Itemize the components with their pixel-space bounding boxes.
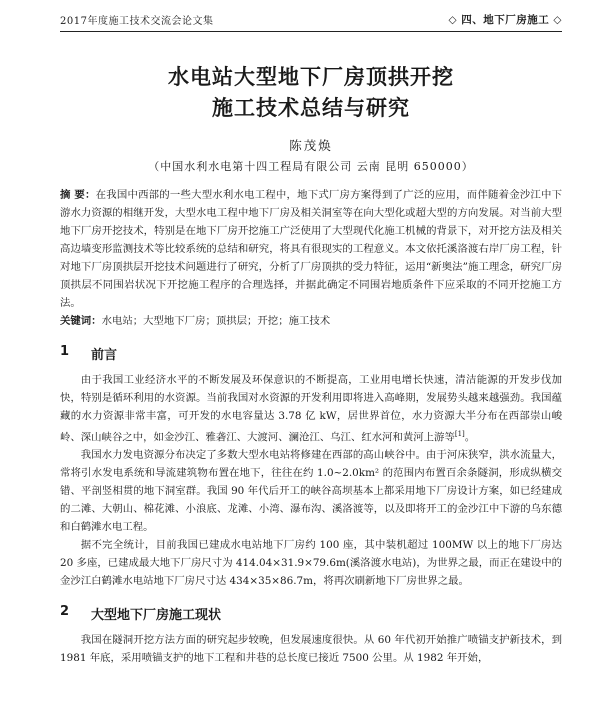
abstract (60, 186, 562, 312)
section-number: 2 (60, 604, 70, 620)
paper-title-line-1: 水电站大型地下厂房顶拱开挖 (168, 65, 454, 89)
author-affiliation: （中国水利水电第十四工程局有限公司 云南 昆明 650000） (148, 160, 474, 173)
paper-title-line-2: 施工技术总结与研究 (212, 96, 410, 120)
header-section-label: ◇ 四、地下厂房施工 ◇ (448, 14, 562, 26)
body-paragraph: 我国水力发电资源分布决定了多数大型水电站将修建在西部的高山峡谷中。由于河床狭窄，洪水流量大，常将引水发电系统和导流建筑物布置在地下，往往在约 1.0~2.0km² 的范围内布置百余条隧洞，形成纵横交错、平剖竖相贯的地下洞室群。我国 90 年代后开工的峡谷高坝基本上都采用地下厂房设计方案，如已经建成的二滩、大朝山、棉花滩、小浪底、龙滩、小湾、瀑布沟、溪洛渡等，以及即将开工的金沙江中下游的乌东德和白鹤滩水电工程。 (60, 449, 562, 534)
keywords-text: 水电站；大型地下厂房；顶拱层；开挖；施工技术 (101, 315, 331, 327)
section-number: 1 (60, 344, 70, 359)
author-name: 陈茂焕 (289, 138, 333, 153)
body-paragraph: 据不完全统计，目前我国已建成水电站地下厂房约 100 座，其中装机超过 100MW 以上的地下厂房达 20 多座，已建成最大地下厂房尺寸为 414.04×31.9×79.6m(溪洛渡水电站)，为世界之最，而正在建设中的金沙江白鹤滩水电站地下厂房尺寸达 434×35×86.7m，将再次刷新地下厂房世界之最。 (60, 539, 562, 588)
running-header (60, 0, 562, 32)
section-heading-1 (60, 344, 562, 363)
header-proceedings-title: 2017年度施工技术交流会论文集 (60, 16, 214, 27)
abstract-label: 摘 要： (60, 189, 96, 201)
body-paragraph: 我国在隧洞开挖方法方面的研究起步较晚，但发展速度很快。从 60 年代初开始推广喷锚支护新技术，到 1981 年底，采用喷锚支护的地下工程和井巷的总长度已接近 7500 公里。从 1982 年开始， (60, 634, 562, 665)
section-title: 大型地下厂房施工现状 (91, 608, 222, 624)
keywords (60, 312, 562, 330)
abstract-text: 在我国中西部的一些大型水利水电工程中，地下式厂房方案得到了广泛的应用，而伴随着金沙江中下游水力资源的相继开发，大型水电工程中地下厂房及相关洞室等在向大型化或超大型的方向发展。对当前大型地下厂房开挖技术，特别是在地下厂房开挖施工广泛使用了大型现代化施工机械的背景下，对开挖方法及相关高边墙变形监测技术等比较系统的总结和研究，将具有很现实的工程意义。本文依托溪洛渡右岸厂房工程，针对地下厂房顶拱层开挖技术问题进行了研究，分析了厂房顶拱的受力特征，运用“新奥法”施工理念，研究厂房顶拱层不同围岩状况下开挖施工程序的合理选择，并据此确定不同围岩地质条件下应采取的不同开挖施工方法。 (60, 189, 563, 309)
section-heading-2 (60, 604, 562, 623)
citation-ref: [1] (454, 430, 465, 438)
body-paragraph: 由于我国工业经济水平的不断发展及环保意识的不断提高，工业用电增长快速，清洁能源的开发步伐加快，特别是循环利用的水资源。当前我国对水资源的开发利用即将进入高峰期，发展势头越来越强劲。我国蕴藏的水力资源非常丰富，可开发的水电容量达 3.78 亿 kW，居世界首位，水力资源大半分布在西部崇山峻岭、深山峡谷之中，如金沙江、雅砻江、大渡河、澜沧江、乌江、红水河和黄河上游等[1]。 (60, 374, 562, 444)
keywords-label: 关键词： (60, 315, 102, 327)
paper-title (60, 62, 562, 124)
section-title: 前言 (91, 348, 118, 363)
